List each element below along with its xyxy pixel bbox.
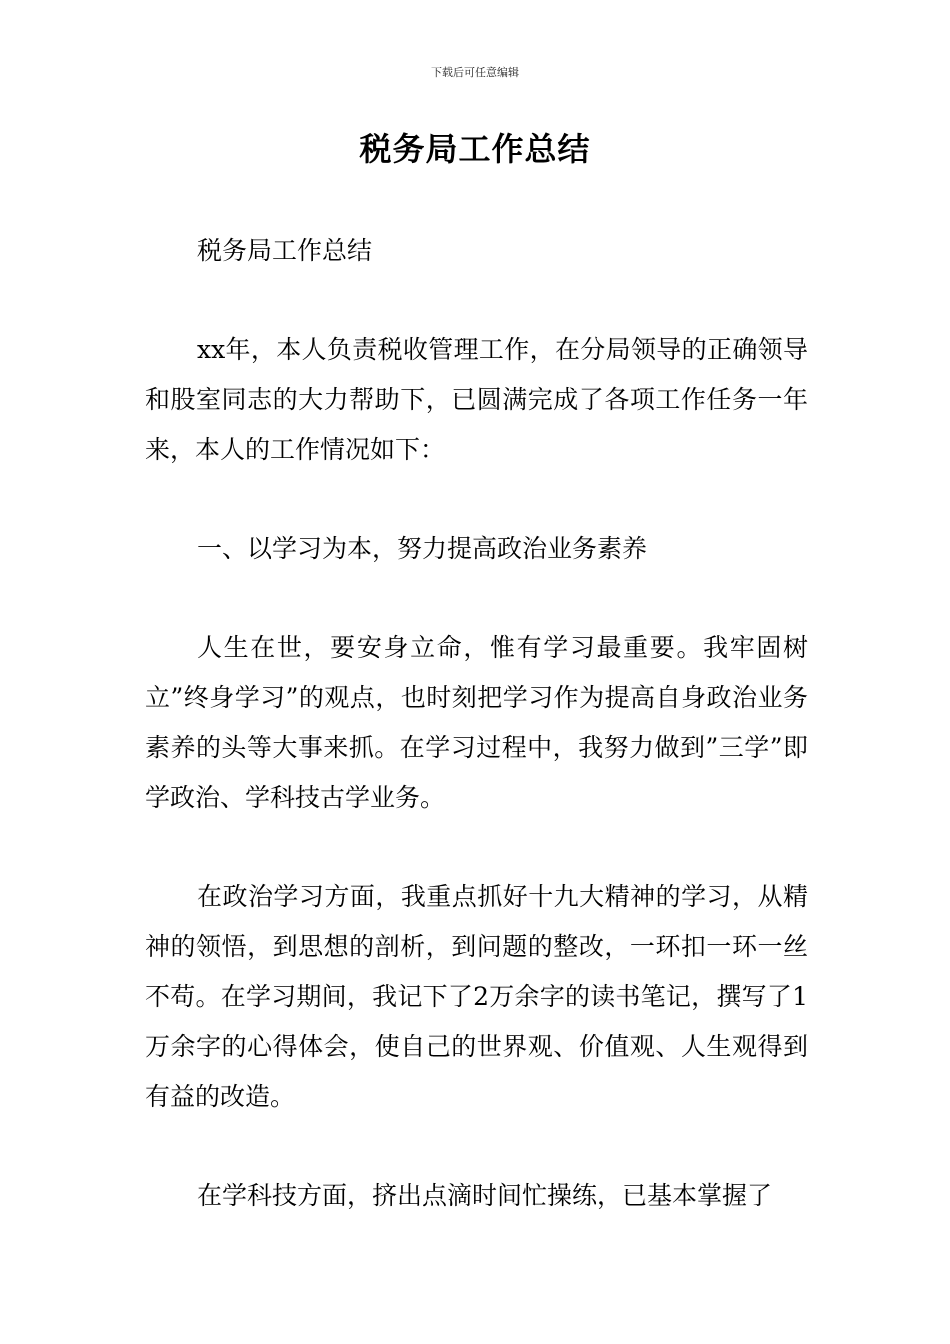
document-title: 税务局工作总结	[359, 130, 591, 168]
section-heading-1: 一、以学习为本，努力提高政治业务素养	[197, 534, 648, 563]
paragraph-technology: 在学科技方面，挤出点滴时间忙操练，已基本掌握了	[197, 1181, 773, 1210]
paragraph-subtitle: 税务局工作总结	[197, 236, 373, 265]
header-note: 下载后可任意编辑	[431, 66, 519, 79]
document-body	[145, 226, 808, 1270]
paragraph-intro: xx年，本人负责税收管理工作，在分局领导的正确领导和股室同志的大力帮助下，已圆满完成了各项工作任务一年来，本人的工作情况如下：	[145, 335, 808, 464]
paragraph-study: 人生在世，要安身立命，惟有学习最重要。我牢固树立”终身学习”的观点，也时刻把学习作为提高自身政治业务素养的头等大事来抓。在学习过程中，我努力做到”三学”即学政治、学科技古学业务。	[145, 633, 808, 812]
paragraph-politics: 在政治学习方面，我重点抓好十九大精神的学习，从精神的领悟，到思想的剖析，到问题的整改，一环扣一环一丝不苟。在学习期间，我记下了2万余字的读书笔记，撰写了1万余字的心得体会，使自己的世界观、价值观、人生观得到有益的改造。	[145, 882, 808, 1111]
